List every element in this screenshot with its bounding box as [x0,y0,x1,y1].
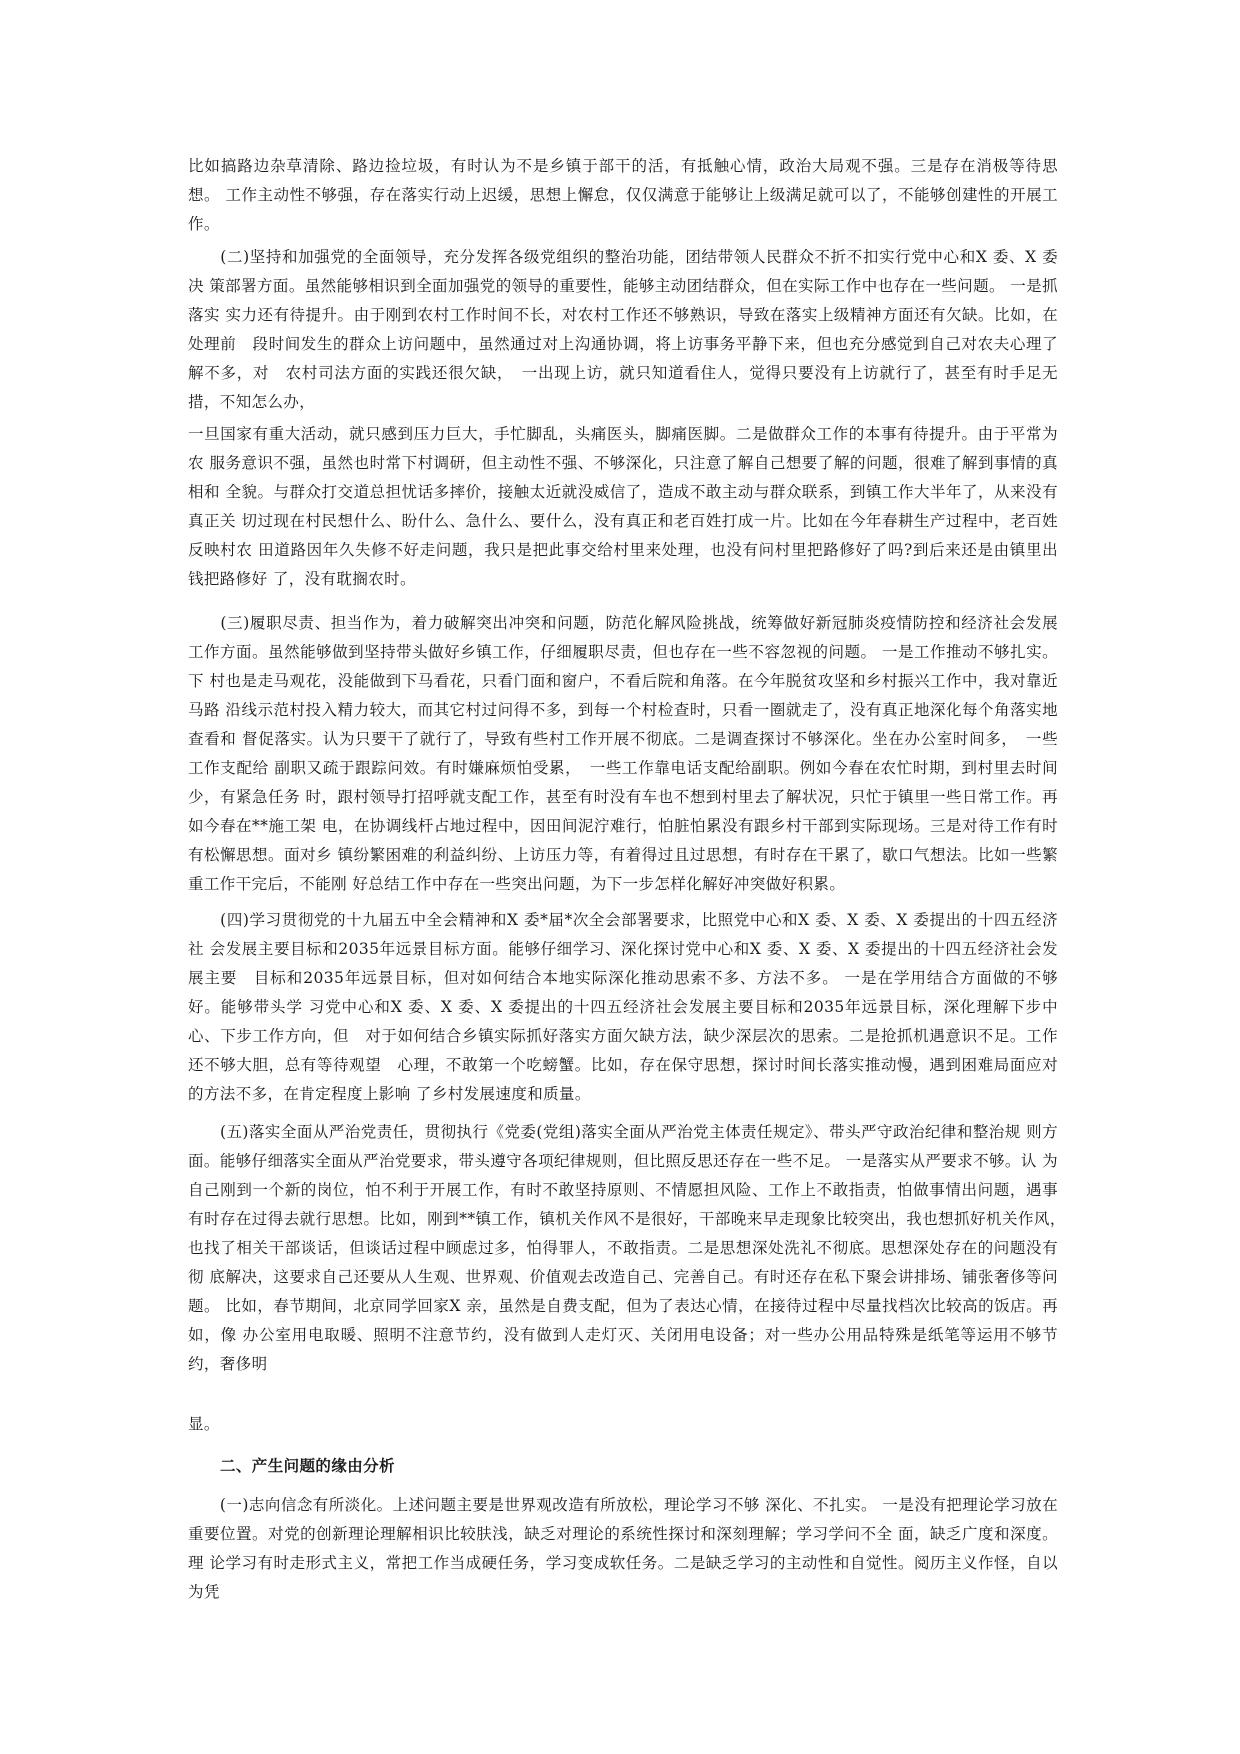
paragraph-2: (二)坚持和加强党的全面领导，充分发挥各级党组织的整治功能，团结带领人民群众不折不扣实行党中心和X 委、X 委决 策部署方面。虽然能够相识到全面加强党的领导的重要性，能够主动团结群众，但在实际工作中也存在一些问题。 一是抓落实 实力还有待提升。由于刚到农村工作时间不长，对农村工作还不够熟识，导致在落实上级精神方面还有欠缺。比如，在处理前 段时间发生的群众上访问题中，虽然通过对上沟通协调，将上访事务平静下来，但也充分感觉到自己对农夫心理了解不多，对 农村司法方面的实践还很欠缺， 一出现上访，就只知道看住人，觉得只要没有上访就行了，甚至有时手足无措，不知怎么办， [188,248,1058,411]
paragraph-1: 比如搞路边杂草清除、路边捡垃圾，有时认为不是乡镇于部干的活，有抵触心情，政治大局观不强。三是存在消极等待思想。 工作主动性不够强，存在落实行动上迟缓，思想上懈怠，仅仅满意于能够让上级满足就可以了，不能够创建性的开展工作。 [188,157,1058,233]
paragraph-3: 一旦国家有重大活动，就只感到压力巨大，手忙脚乱，头痛医头，脚痛医脚。二是做群众工作的本事有待提升。由于平常为农 服务意识不强，虽然也时常下村调研，但主动性不强、不够深化，只注意了解自己想要了解的问题，很难了解到事情的真相和 全貌。与群众打交道总担忧话多摔价，接触太近就没威信了，造成不敢主动与群众联系，到镇工作大半年了，从来没有真正关 切过现在村民想什么、盼什么、急什么、要什么，没有真正和老百姓打成一片。比如在今年春耕生产过程中，老百姓反映村农 田道路因年久失修不好走问题，我只是把此事交给村里来处理，也没有问村里把路修好了吗?到后来还是由镇里出钱把路修好 了，没有耽搁农时。 [188,425,1058,588]
paragraph-5: (四)学习贯彻党的十九届五中全会精神和X 委*届*次全会部署要求，比照党中心和X 委、X 委、X 委提出的十四五经济社 会发展主要目标和2035年远景目标方面。能够仔细学习、深化探讨党中心和X 委、X 委、X 委提出的十四五经济社会发展主要 目标和2035年远景目标，但对如何结合本地实际深化推动思索不多、方法不多。 一是在学用结合方面做的不够好。能够带头学 习党中心和X 委、X 委、X 委提出的十四五经济社会发展主要目标和2035年远景目标，深化理解下步中心、下步工作方向，但 对于如何结合乡镇实际抓好落实方面欠缺方法，缺少深层次的思索。二是抢抓机遇意识不足。工作还不够大胆，总有等待观望 心理，不敢第一个吃螃蟹。比如，存在保守思想，探讨时间长落实推动慢，遇到困难局面应对的方法不多，在肯定程度上影响 了乡村发展速度和质量。 [188,911,1058,1103]
paragraph-8: (一)志向信念有所淡化。上述问题主要是世界观改造有所放松，理论学习不够 深化、不扎实。 一是没有把理论学习放在 重要位置。对党的创新理论理解相识比较肤浅，缺乏对理论的系统性探讨和深刻理解；学习学问不全 面，缺乏广度和深度。理 论学习有时走形式主义，常把工作当成硬任务，学习变成软任务。二是缺乏学习的主动性和自觉性。阅历主义作怪，自以为凭 [188,1496,1064,1601]
paragraph-4: (三)履职尽责、担当作为，着力破解突出冲突和问题，防范化解风险挑战，统筹做好新冠肺炎疫情防控和经济社会发展 工作方面。虽然能够做到坚持带头做好乡镇工作，仔细履职尽责，但也存在一些不容忽视的问题。 一是工作推动不够扎实。下 村也是走马观花，没能做到下马看花，只看门面和窗户，不看后院和角落。在今年脱贫攻坚和乡村振兴工作中，我对靠近马路 沿线示范村投入精力较大，而其它村过问得不多，到每一个村检查时，只看一圈就走了，没有真正地深化每个角落实地查看和 督促落实。认为只要干了就行了，导致有些村工作开展不彻底。二是调查探讨不够深化。坐在办公室时间多， 一些工作支配给 副职又疏于跟踪问效。有时嫌麻烦怕受累， 一些工作靠电话支配给副职。例如今春在农忙时期，到村里去时间少，有紧急任务 时，跟村领导打招呼就支配工作，甚至有时没有车也不想到村里去了解状况，只忙于镇里一些日常工作。再如今春在**施工架 电，在协调线杆占地过程中，因田间泥泞难行，怕脏怕累没有跟乡村干部到实际现场。三是对待工作有时有松懈思想。面对乡 镇纷繁困难的利益纠纷、上访压力等，有着得过且过思想，有时存在干累了，歇口气想法。比如一些繁重工作干完后，不能刚 好总结工作中存在一些突出问题，为下一步怎样化解好冲突做好积累。 [188,614,1064,893]
paragraph-6: (五)落实全面从严治党责任，贯彻执行《党委(党组)落实全面从严治党主体责任规定》、带头严守政治纪律和整治规 则方面。能够仔细落实全面从严治党要求，带头遵守各项纪律规则，但比照反思还存在一些不足。 一是落实从严要求不够。认 为自己刚到一个新的岗位，怕不利于开展工作，有时不敢坚持原则、不情愿担风险、工作上不敢指责，怕做事情出问题，遇事 有时存在过得去就行思想。比如，刚到**镇工作，镇机关作风不是很好，干部晚来早走现象比较突出，我也想抓好机关作风， 也找了相关干部谈话，但谈话过程中顾虑过多，怕得罪人，不敢指责。二是思想深处洗礼不彻底。思想深处存在的问题没有彻 底解决，这要求自己还要从人生观、世界观、价值观去改造自己、完善自己。有时还存在私下聚会讲排场、铺张奢侈等问题。 比如，春节期间，北京同学回家X 亲，虽然是自费支配，但为了表达心情，在接待过程中尽量找档次比较高的饭店。再如，像 办公室用电取暖、照明不注意节约，没有做到人走灯灭、关闭用电设备；对一些办公用品特殊是纸笔等运用不够节约，奢侈明 [188,1123,1074,1373]
section-heading: 二、产生问题的缘由分析 [220,1457,395,1475]
paragraph-7: 显。 [188,1415,220,1433]
